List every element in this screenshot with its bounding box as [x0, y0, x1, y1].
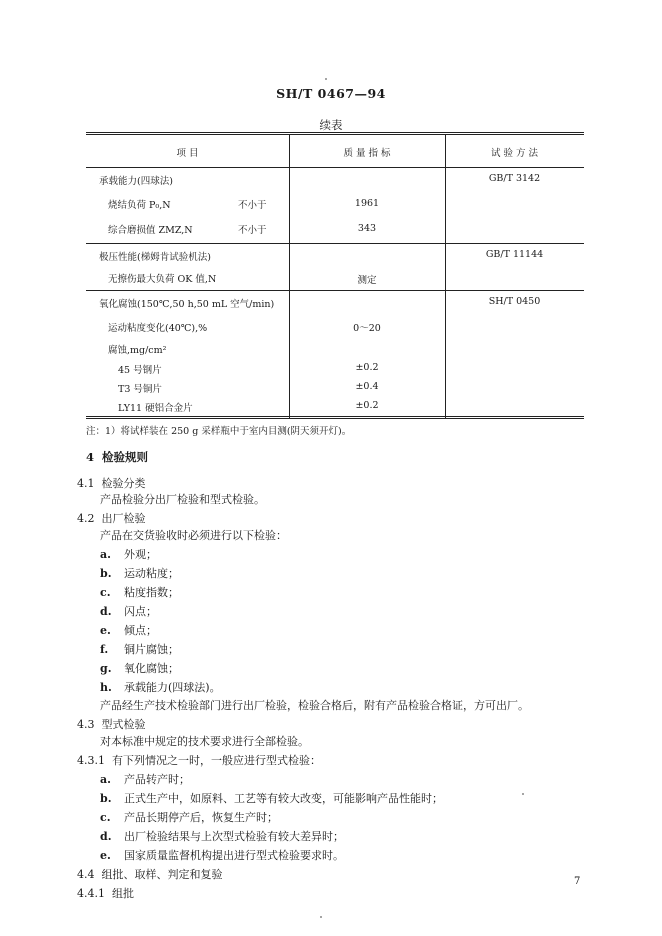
table-row-method: GB/T 3142 [488, 173, 541, 184]
list-item [100, 565, 179, 581]
paragraph: 产品在交货验收时必须进行以下检验： [100, 529, 287, 542]
subsection-number: 4.4 [77, 868, 95, 881]
table-row-value: 1961 [354, 198, 380, 209]
clause-number: 4.4.1 [77, 887, 105, 900]
list-item-label: g. [100, 662, 112, 675]
subsection-title: 检验分类 [101, 477, 146, 490]
table-note: 注：1）将试样装在 250 g 采样瓶中于室内目测(阴天须开灯)。 [86, 426, 352, 437]
subsection-heading [77, 510, 146, 526]
column-header-method: 试 验 方 法 [490, 148, 539, 159]
table-row-value: 测定 [357, 275, 377, 286]
table-top-border [86, 132, 584, 133]
list-item-text: 氧化腐蚀； [124, 662, 179, 675]
list-item-label: b. [100, 567, 112, 580]
scan-speck [320, 916, 322, 918]
section-title: 检验规则 [102, 450, 149, 464]
table-caption: 续表 [319, 118, 343, 132]
table-row-value: 0～20 [353, 323, 381, 334]
section-heading [86, 449, 148, 465]
subsection-number: 4.3 [77, 718, 95, 731]
table-row-item: T3 号铜片 [118, 384, 162, 395]
table-row-value: 343 [357, 223, 377, 234]
table-row-method: GB/T 11144 [485, 249, 544, 260]
list-item-label: a. [100, 773, 111, 786]
subsection-heading [77, 866, 223, 882]
clause-title: 组批 [112, 887, 134, 900]
list-item-label: f. [100, 643, 109, 656]
table-row-item: 运动粘度变化(40℃),% [108, 323, 208, 334]
list-item-text: 产品长期停产后，恢复生产时； [124, 811, 278, 824]
list-item [100, 771, 190, 787]
table-row-item: LY11 硬铝合金片 [118, 403, 193, 414]
subsection-title: 出厂检验 [101, 512, 146, 525]
clause [77, 885, 134, 901]
table-row-value: ±0.2 [355, 362, 379, 373]
clause-number: 4.3.1 [77, 754, 105, 767]
list-item-text: 产品转产时； [124, 773, 190, 786]
list-item-label: e. [100, 849, 111, 862]
list-item-label: e. [100, 624, 111, 637]
list-item-label: a. [100, 548, 111, 561]
subsection-title: 型式检验 [101, 718, 146, 731]
list-item-text: 运动粘度； [124, 567, 179, 580]
list-item-text: 闪点； [124, 605, 157, 618]
table-row-value: ±0.4 [355, 381, 379, 392]
table-bottom-border [86, 416, 584, 417]
table-row-item: 氧化腐蚀(150℃,50 h,50 mL 空气/min) [99, 299, 275, 310]
section-number: 4 [86, 450, 95, 464]
list-item [100, 603, 157, 619]
list-item [100, 679, 221, 695]
list-item-label: c. [100, 586, 111, 599]
subsection-heading [77, 716, 146, 732]
list-item-text: 倾点； [124, 624, 157, 637]
subsection-number: 4.1 [77, 477, 95, 490]
paragraph: 产品经生产技术检验部门进行出厂检验，检验合格后，附有产品检验合格证，方可出厂。 [100, 699, 529, 712]
list-item [100, 622, 157, 638]
list-item [100, 641, 179, 657]
subsection-heading [77, 475, 146, 491]
table-row-value: ±0.2 [355, 400, 379, 411]
list-item [100, 828, 344, 844]
group-divider-2 [86, 290, 584, 291]
column-header-item: 项 目 [176, 148, 199, 159]
table-row-method: SH/T 0450 [488, 296, 541, 307]
list-item [100, 790, 443, 806]
list-item [100, 584, 179, 600]
page-number: 7 [574, 876, 581, 887]
list-item-label: d. [100, 830, 112, 843]
list-item-text: 国家质量监督机构提出进行型式检验要求时。 [124, 849, 344, 862]
table-row-item: 承载能力(四球法) [99, 176, 173, 187]
list-item-text: 粘度指数； [124, 586, 179, 599]
list-item-text: 外观； [124, 548, 157, 561]
table-row-item: 无擦伤最大负荷 OK 值,N [108, 274, 217, 285]
document-id: SH/T 0467—94 [276, 86, 386, 101]
list-item [100, 809, 278, 825]
paragraph: 对本标准中规定的技术要求进行全部检验。 [100, 735, 309, 748]
list-item [100, 660, 179, 676]
list-item-text: 正式生产中，如原料、工艺等有较大改变，可能影响产品性能时； [124, 792, 443, 805]
scan-speck [325, 78, 327, 80]
table-row-limit: 不小于 [238, 225, 267, 236]
subsection-number: 4.2 [77, 512, 95, 525]
list-item-label: d. [100, 605, 112, 618]
table-row-item: 45 号钢片 [118, 365, 162, 376]
list-item [100, 847, 344, 863]
list-item-label: b. [100, 792, 112, 805]
table-row-item: 腐蚀,mg/cm² [108, 345, 167, 356]
table-row-item: 烧结负荷 P₀,N [108, 200, 171, 211]
list-item-text: 出厂检验结果与上次型式检验有较大差异时； [124, 830, 344, 843]
column-header-quality: 质 量 指 标 [343, 148, 391, 159]
scan-speck [522, 793, 524, 795]
group-divider-1 [86, 243, 584, 244]
clause [77, 752, 321, 768]
clause-text: 有下列情况之一时，一般应进行型式检验： [112, 754, 321, 767]
list-item-text: 承载能力(四球法)。 [124, 681, 221, 694]
list-item-label: c. [100, 811, 111, 824]
list-item [100, 546, 157, 562]
table-row-limit: 不小于 [238, 200, 267, 211]
paragraph: 产品检验分出厂检验和型式检验。 [100, 493, 265, 506]
table-top-border-inner [86, 134, 584, 135]
list-item-label: h. [100, 681, 112, 694]
header-row-border [86, 167, 584, 168]
table-row-item: 综合磨损值 ZMZ,N [108, 225, 193, 236]
list-item-text: 铜片腐蚀； [124, 643, 179, 656]
subsection-title: 组批、取样、判定和复验 [101, 868, 223, 881]
table-row-item: 极压性能(梯姆肯试验机法) [99, 252, 211, 263]
table-bottom-border-inner [86, 418, 584, 419]
